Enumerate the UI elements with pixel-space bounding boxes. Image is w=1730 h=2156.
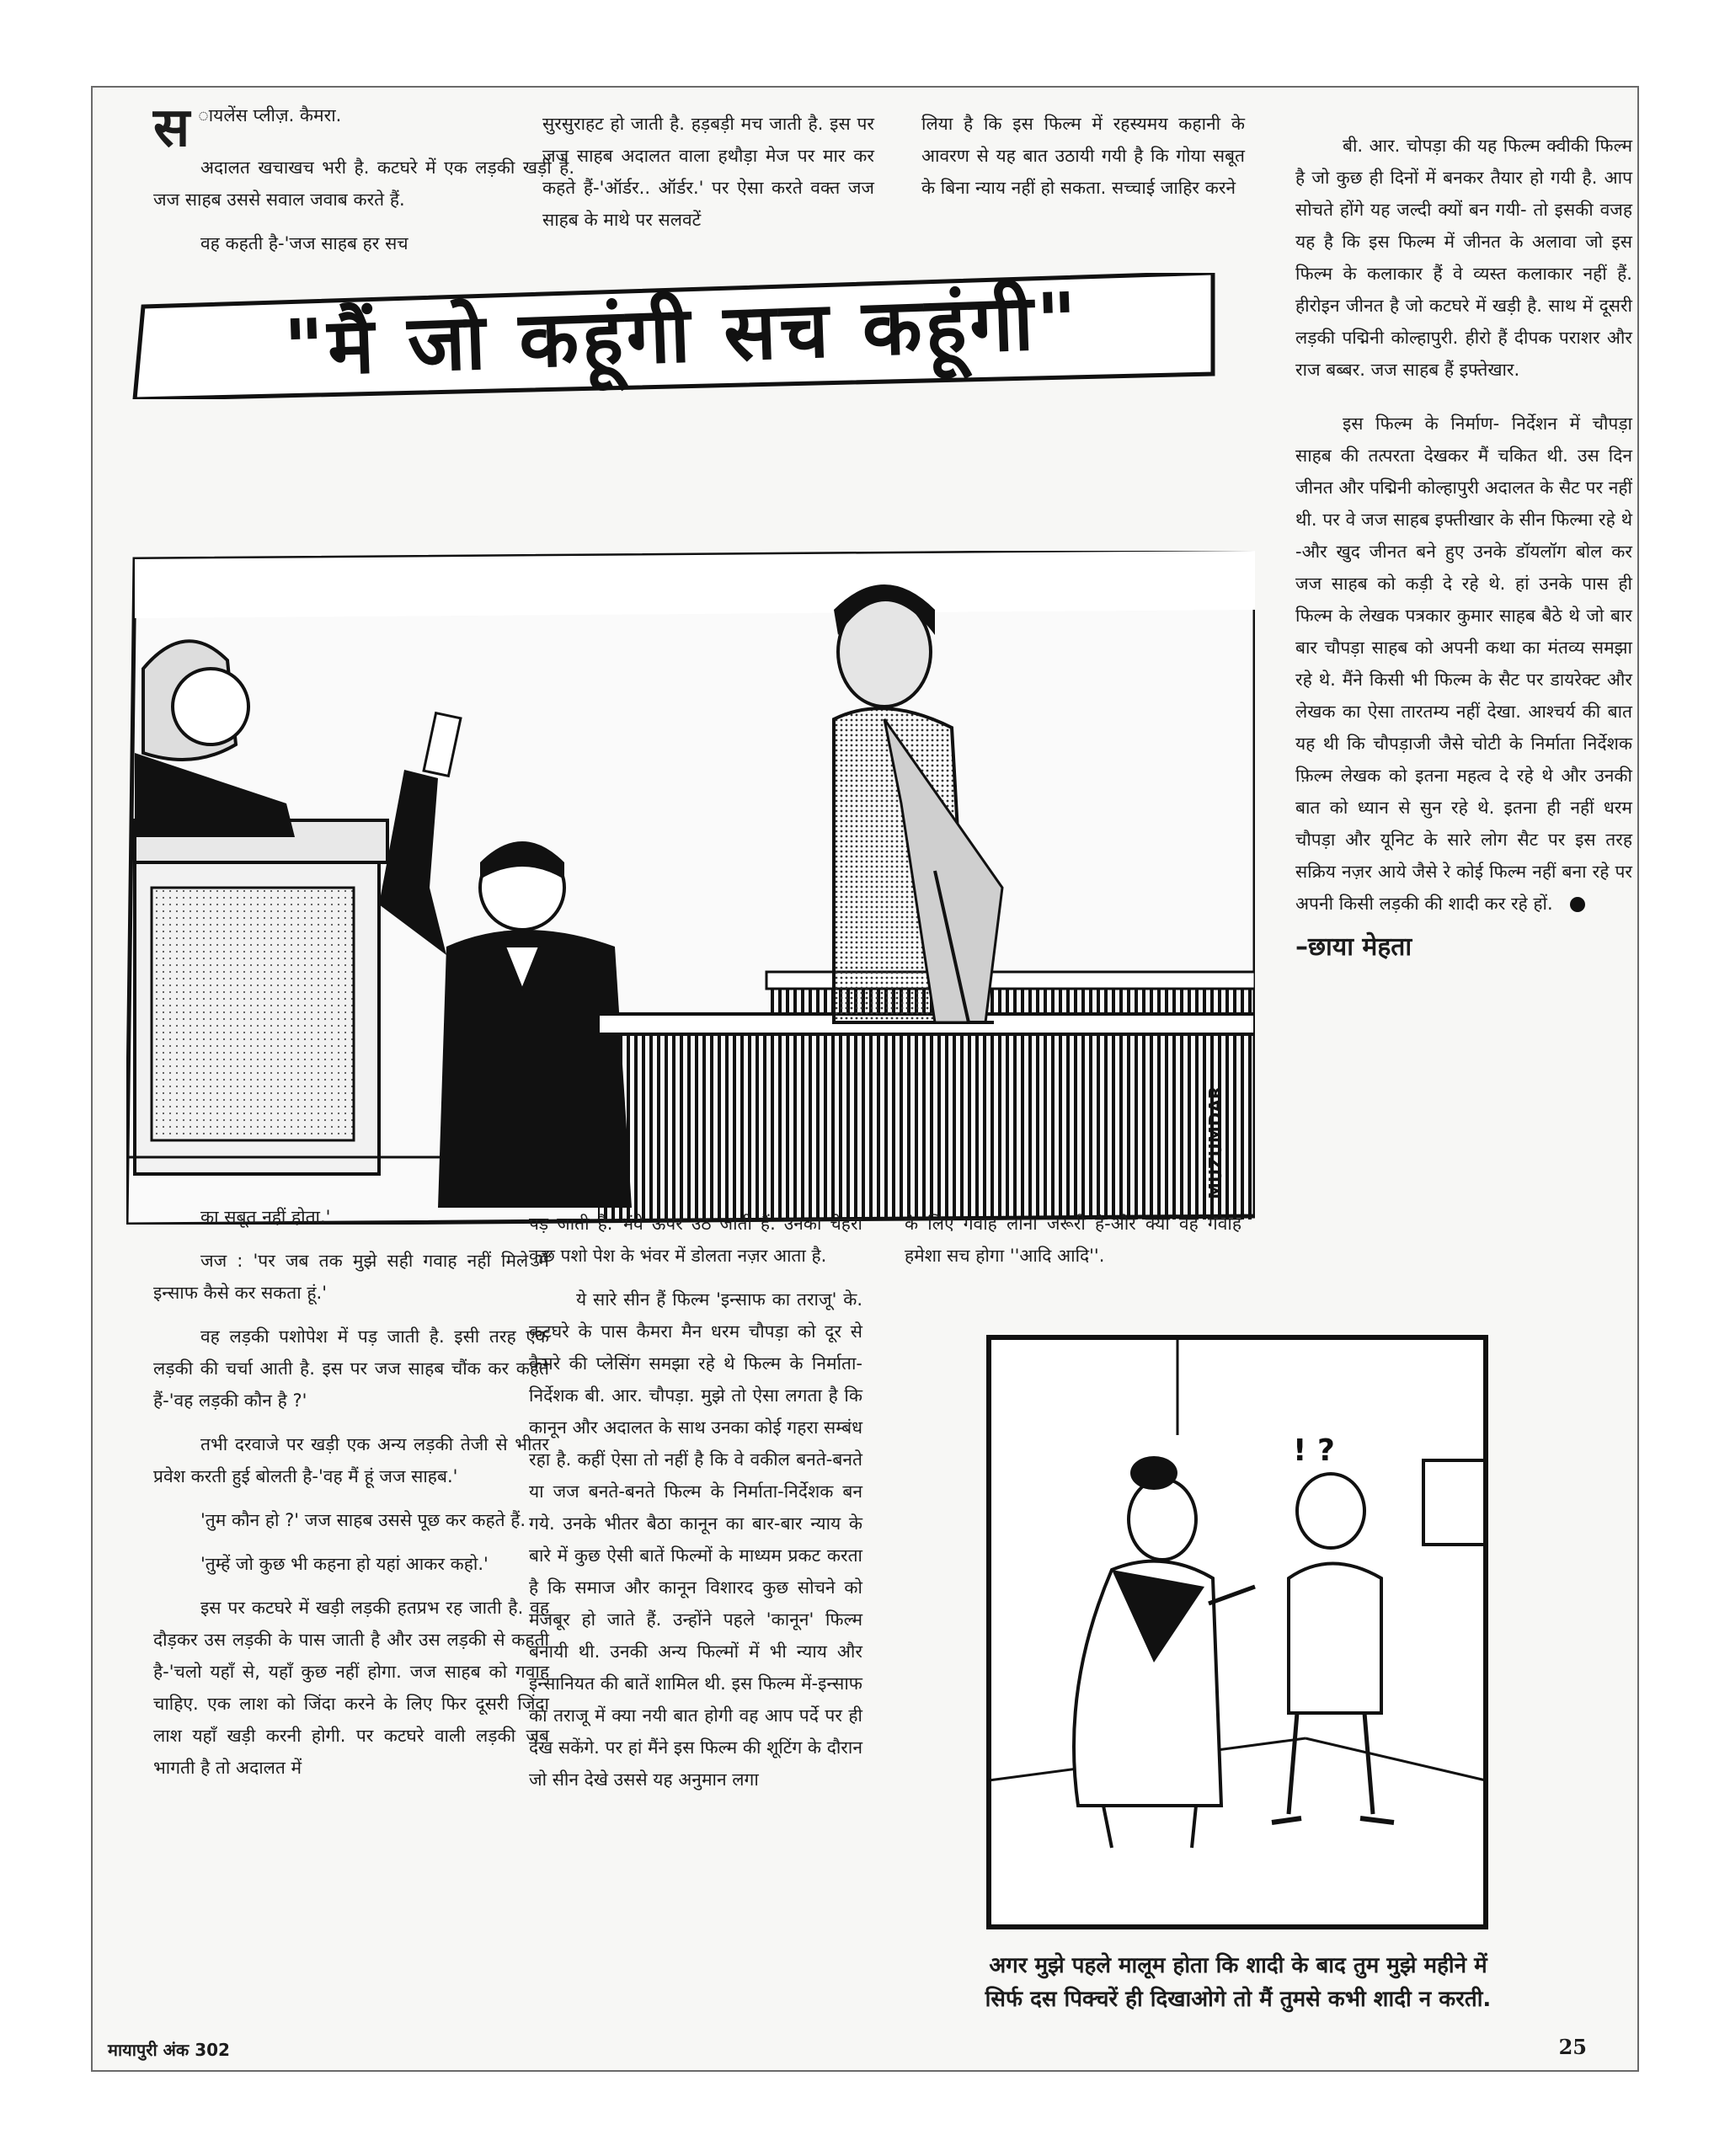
paragraph: 'तुम्हें जो कुछ भी कहना हो यहां आकर कहो.': [200, 1554, 489, 1574]
title-banner: [126, 273, 1221, 399]
paragraph: ये सारे सीन हैं फिल्म 'इन्साफ का तराजू' के. कटघरे के पास कैमरा मैन धरम चौपड़ा को दूर से कैमरे की प्लेसिंग समझा रहे थे फिल्म के निर्माता-निर्देशक बी. आर. चौपड़ा. मुझे तो ऐसा लगता है कि कानून और अदालत के साथ उनका कोई गहरा सम्बंध रहा है. कहीं ऐसा तो नहीं है कि वे वकील बनते-बनते या जज बनते-बनते फिल्म के निर्माता-निर्देशक बन गये. उनके भीतर बैठा कानून का बार-बार न्याय के बारे में कुछ ऐसी बातें फिल्मों के माध्यम प्रकट करता है कि समाज और कानून विशारद कुछ सोचने को मजबूर हो जाते हैं. उन्होंने पहले 'कानून' फिल्म बनायी थी. उनकी अन्य फिल्मों में भी न्याय और इन्सानियत की बातें शामिल थी. इस फिल्म में-इन्साफ का तराजू में क्या नयी बात होगी वह आप पर्दे पर ही देख सकेंगे. पर हां मैंने इस फिल्म की शूटिंग के दौरान जो सीन देखे उससे यह अनुमान लगा: [529, 1289, 862, 1790]
column-2-top: [542, 108, 874, 248]
paragraph: 'तुम कौन हो ?' जज साहब उससे पूछ कर कहते हैं.: [200, 1510, 526, 1530]
artist-signature: MUZUMDAR: [1205, 1086, 1225, 1199]
magazine-page: [91, 86, 1639, 2072]
author-signature: –छाया मेहता: [1295, 932, 1412, 962]
column-4: [1295, 130, 1632, 975]
cartoon-panel: [985, 1334, 1489, 1991]
paragraph: का सबूत नहीं होता.': [200, 1207, 331, 1227]
column-1-bottom: [153, 1201, 549, 1796]
page-number: 25: [1558, 2035, 1587, 2059]
column-1-top: [153, 96, 574, 271]
paragraph: इस फिल्म के निर्माण- निर्देशन में चौपड़ा साहब की तत्परता देखकर मैं चकित थी. उस दिन जीनत और पद्मिनी कोल्हापुरी अदालत के सैट पर नहीं थी. पर वे जज साहब इफ्तीखार के सीन फिल्मा रहे थे -और खुद जीनत बने हुए उनके डॉयलॉग बोल कर जज साहब को कड़ी दे रहे थे. हां उनके पास ही फिल्म के लेखक पत्रकार कुमार साहब बैठे थे जो बार बार चौपड़ा साहब को अपनी कथा का मंतव्य समझा रहे थे. मैंने किसी भी फिल्म के सैट पर डायरेक्ट और लेखक का ऐसा तारतम्य नहीं देखा. आश्चर्य की बात यह थी कि चौपड़ाजी जैसे चोटी के निर्माता निर्देशक फ़िल्म लेखक को इतना महत्व दे रहे थे और उनकी बात को ध्यान से सुन रहे थे. इतना ही नहीं धरम चौपड़ा और यूनिट के सारे लोग सैट पर इस तरह सक्रिय नज़र आये जैसे रे कोई फिल्म नहीं बना रहे पर अपनी किसी लड़की की शादी कर रहे हों.: [1295, 414, 1632, 914]
paragraph: अदालत खचाखच भरी है. कटघरे में एक लड़की खड़ी है. जज साहब उससे सवाल जवाब करते हैं.: [153, 157, 574, 210]
paragraph: लिया है कि इस फिल्म में रहस्यमय कहानी के आवरण से यह बात उठायी गयी है कि गोया सबूत के बिना न्याय नहीं हो सकता. सच्चाई जाहिर करने: [921, 114, 1245, 198]
courtroom-illustration: [126, 551, 1255, 1225]
magazine-issue: मायापुरी अंक 302: [108, 2040, 230, 2060]
cartoon-drawing: [985, 1334, 1489, 1957]
opening-paragraph: स ायलेंस प्लीज़. कैमरा.: [153, 96, 342, 159]
paragraph: के लिए गवाह लाना जरूरी है-और क्या वह गवाह हमेशा सच होगा ''आदि आदि''.: [905, 1214, 1241, 1266]
column-3-top: [921, 108, 1245, 216]
paragraph: तभी दरवाजे पर खड़ी एक अन्य लड़की तेजी से भीतर प्रवेश करती हुई बोलती है-'वह मैं हूं जज साहब.': [153, 1434, 549, 1486]
end-bullet: [1570, 897, 1585, 912]
drop-cap: स: [153, 96, 190, 159]
courtroom-drawing: [126, 551, 1255, 1225]
column-2-bottom: [529, 1208, 862, 1807]
paragraph: सुरसुराहट हो जाती है. हड़बड़ी मच जाती है. इस पर जज साहब अदालत वाला हथौड़ा मेज पर मार कर कहते हैं-'ऑर्डर.. ऑर्डर.' पर ऐसा करते वक्त जज साहब के माथे पर सलवटें: [542, 114, 874, 230]
paragraph: इस पर कटघरे में खड़ी लड़की हतप्रभ रह जाती है. वह दौड़कर उस लड़की के पास जाती है और उस लड़की से कहती है-'चलो यहाँ से, यहाँ कुछ नहीं होगा. जज साहब को गवाह चाहिए. एक लाश को जिंदा करने के लिए फिर दूसरी जिंदा लाश यहाँ खड़ी करनी होगी. पर कटघरे वाली लड़की जब भागती है तो अदालत में: [153, 1598, 549, 1778]
paragraph: वह लड़की पशोपेश में पड़ जाती है. इसी तरह एक लड़की की चर्चा आती है. इस पर जज साहब चौंक कर कहते हैं-'वह लड़की कौन है ?': [153, 1326, 549, 1411]
cartoon-caption: अगर मुझे पहले मालूम होता कि शादी के बाद तुम मुझे महीने में सिर्फ दस पिक्चरें ही दिखाओगे तो मैं तुमसे कभी शादी न करती.: [985, 1953, 1492, 2012]
paragraph: पड़ जाती हैं. भंवे ऊपर उठ जाती हैं. उनका चेहरा कुछ पशो पेश के भंवर में डोलता नज़र आता है.: [529, 1214, 862, 1266]
svg-text:! ?: ! ?: [1293, 1433, 1335, 1468]
paragraph: बी. आर. चोपड़ा की यह फिल्म क्वीकी फिल्म है जो कुछ ही दिनों में बनकर तैयार हो गयी है. आप सोचते होंगे यह जल्दी क्यों बन गयी- तो इसकी वजह यह है कि इस फिल्म में जीनत के अलावा जो इस फिल्म के कलाकार हैं वे व्यस्त कलाकार नहीं हैं. हीरोइन जीनत है जो कटघरे में खड़ी है. साथ में दूसरी लड़की पद्मिनी कोल्हापुरी. हीरो हैं दीपक पराशर और राज बब्बर. जज साहब हैं इफ्तेखार.: [1295, 136, 1632, 380]
paragraph: जज : 'पर जब तक मुझे सही गवाह नहीं मिले मैं इन्साफ कैसे कर सकता हूं.': [153, 1251, 549, 1303]
article-title: "मैं जो कहूंगी सच कहूंगी": [282, 275, 1082, 394]
column-3-bottom: [905, 1208, 1241, 1283]
paragraph: वह कहती है-'जज साहब हर सच: [200, 233, 408, 253]
